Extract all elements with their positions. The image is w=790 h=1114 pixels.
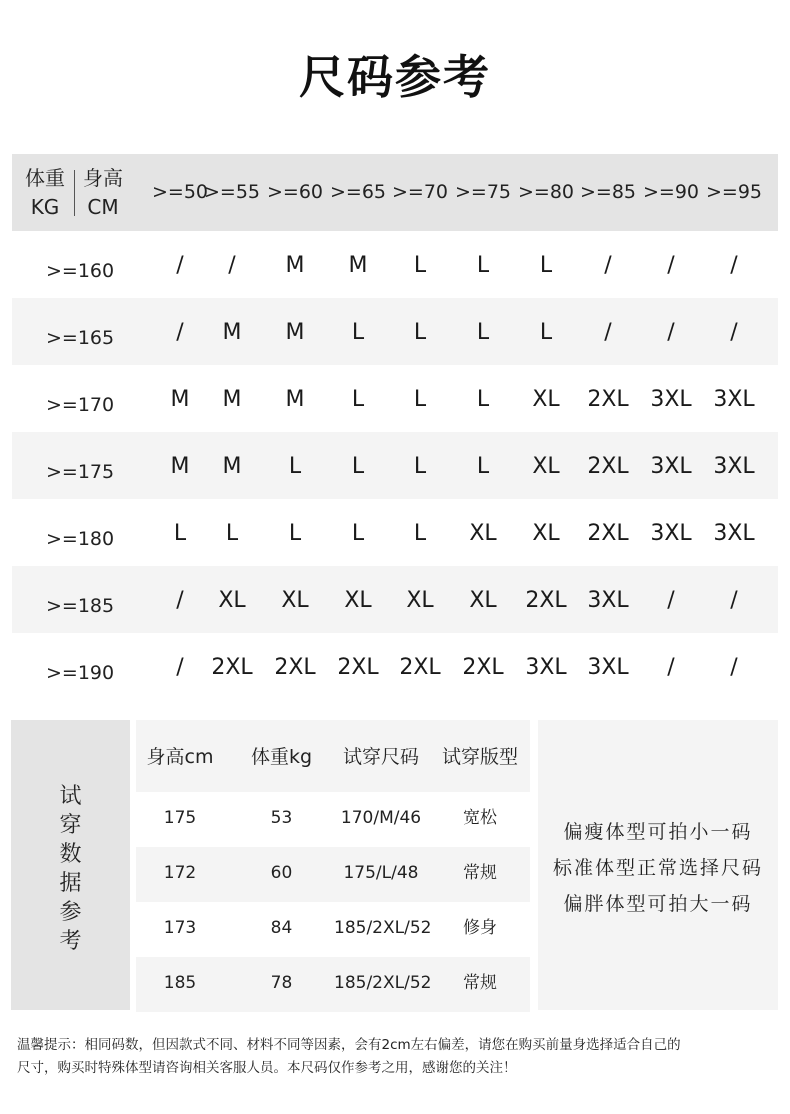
fit-advice-panel: [538, 720, 778, 1010]
weight-column-header: >=60: [266, 181, 324, 203]
tryon-label-panel: [11, 720, 130, 1010]
size-cell: /: [176, 655, 184, 680]
size-cell: M: [170, 454, 190, 479]
size-cell: XL: [218, 588, 246, 613]
size-cell: L: [225, 521, 239, 546]
size-row: [12, 499, 778, 566]
size-row: [12, 432, 778, 499]
size-cell: /: [730, 655, 738, 680]
size-cell: /: [667, 588, 675, 613]
tryon-cell: 175: [163, 808, 197, 828]
height-axis-label-unit: CM: [87, 195, 119, 219]
size-cell: M: [222, 454, 242, 479]
tryon-table: [136, 720, 530, 1012]
size-cell: L: [351, 320, 365, 345]
size-row: [12, 633, 778, 700]
size-cell: /: [667, 320, 675, 345]
size-row: [12, 298, 778, 365]
tryon-cell: 修身: [463, 918, 497, 938]
weight-column-header: >=70: [391, 181, 449, 203]
height-axis-label: [74, 164, 132, 222]
tryon-label-char: 试: [59, 784, 82, 809]
size-cell: 2XL: [337, 655, 379, 680]
size-cell: XL: [532, 521, 560, 546]
size-cell: L: [476, 320, 490, 345]
size-cell: M: [285, 387, 305, 412]
size-cell: M: [348, 253, 368, 278]
height-row-header: >=175: [46, 461, 115, 483]
footnote-line-2: 尺寸，购买时特殊体型请咨询相关客服人员。本尺码仅作参考之用，感谢您的关注！: [17, 1060, 517, 1076]
weight-column-header: >=50: [151, 181, 209, 203]
tryon-row: [136, 902, 530, 957]
size-cell: 2XL: [462, 655, 504, 680]
size-cell: 3XL: [713, 454, 755, 479]
size-cell: M: [285, 253, 305, 278]
advice-standard: 标准体型正常选择尺码: [552, 857, 763, 879]
size-cell: L: [288, 521, 302, 546]
size-cell: 2XL: [587, 454, 629, 479]
weight-axis-label: [16, 164, 74, 222]
tryon-cell: 84: [270, 918, 293, 938]
size-cell: 3XL: [525, 655, 567, 680]
height-row-header: >=165: [46, 327, 115, 349]
corner-header: [12, 154, 136, 231]
size-cell: M: [222, 320, 242, 345]
height-row-header: >=160: [46, 260, 115, 282]
size-cell: 2XL: [211, 655, 253, 680]
size-cell: XL: [469, 588, 497, 613]
size-cell: L: [351, 387, 365, 412]
fit-advice: [538, 814, 778, 922]
size-cell: L: [476, 387, 490, 412]
size-cell: L: [539, 320, 553, 345]
size-cell: /: [176, 588, 184, 613]
size-cell: L: [476, 454, 490, 479]
tryon-table-header: [136, 720, 530, 792]
weight-axis-label-cn: 体重: [25, 166, 65, 190]
size-cell: /: [667, 655, 675, 680]
size-cell: /: [667, 253, 675, 278]
weight-column-header: >=75: [454, 181, 512, 203]
tryon-header-height: 身高cm: [146, 746, 214, 768]
height-row-header: >=170: [46, 394, 115, 416]
tryon-label-char: 考: [59, 929, 82, 954]
height-row-header: >=185: [46, 595, 115, 617]
footnote-line-1: 温馨提示：相同码数，但因款式不同、材料不同等因素，会有2cm左右偏差，请您在购买前量身选择适合自己的: [17, 1037, 681, 1053]
tryon-cell: 常规: [463, 973, 497, 993]
size-cell: 2XL: [587, 521, 629, 546]
size-cell: /: [604, 253, 612, 278]
size-cell: /: [730, 253, 738, 278]
size-cell: XL: [532, 387, 560, 412]
tryon-row: [136, 792, 530, 847]
size-cell: L: [413, 320, 427, 345]
height-row-header: >=190: [46, 662, 115, 684]
size-cell: M: [170, 387, 190, 412]
size-cell: L: [413, 454, 427, 479]
tryon-cell: 78: [270, 973, 293, 993]
size-cell: 3XL: [650, 454, 692, 479]
size-chart-header: [12, 154, 778, 231]
tryon-cell: 173: [163, 918, 197, 938]
size-cell: XL: [344, 588, 372, 613]
size-cell: XL: [281, 588, 309, 613]
size-row: [12, 231, 778, 298]
size-cell: L: [413, 253, 427, 278]
size-cell: /: [604, 320, 612, 345]
advice-slim: 偏瘦体型可拍小一码: [563, 821, 753, 843]
size-cell: 3XL: [587, 655, 629, 680]
size-chart-table: [12, 154, 778, 700]
size-cell: XL: [406, 588, 434, 613]
tryon-header-fit: 试穿版型: [441, 746, 518, 768]
size-cell: L: [539, 253, 553, 278]
size-cell: 3XL: [713, 521, 755, 546]
tryon-cell: 宽松: [463, 808, 497, 828]
weight-column-header: >=85: [579, 181, 637, 203]
tryon-row: [136, 847, 530, 902]
size-cell: 3XL: [587, 588, 629, 613]
tryon-cell: 60: [270, 863, 293, 883]
size-cell: L: [476, 253, 490, 278]
size-cell: 2XL: [274, 655, 316, 680]
tryon-header-size: 试穿尺码: [342, 746, 419, 768]
advice-heavy: 偏胖体型可拍大一码: [563, 893, 753, 915]
size-cell: M: [222, 387, 242, 412]
size-cell: XL: [532, 454, 560, 479]
tryon-cell: 常规: [463, 863, 497, 883]
size-row: [12, 365, 778, 432]
size-cell: /: [730, 320, 738, 345]
tryon-label-char: 据: [59, 871, 82, 896]
page-title: 尺码参考: [299, 50, 491, 104]
weight-column-header: >=55: [203, 181, 261, 203]
tryon-header-weight: 体重kg: [250, 746, 313, 768]
size-cell: /: [228, 253, 236, 278]
height-row-header: >=180: [46, 528, 115, 550]
tryon-label-char: 穿: [59, 813, 82, 838]
weight-column-header: >=90: [642, 181, 700, 203]
size-cell: 2XL: [587, 387, 629, 412]
tryon-label-char: 数: [59, 842, 82, 867]
size-cell: 2XL: [525, 588, 567, 613]
size-cell: 3XL: [650, 521, 692, 546]
size-cell: /: [730, 588, 738, 613]
tryon-cell: 170/M/46: [340, 808, 422, 828]
tryon-label: [11, 782, 130, 956]
size-cell: XL: [469, 521, 497, 546]
size-cell: L: [173, 521, 187, 546]
tryon-cell: 53: [270, 808, 293, 828]
tryon-cell: 185/2XL/52: [334, 918, 432, 938]
size-cell: /: [176, 253, 184, 278]
tryon-cell: 185/2XL/52: [334, 973, 432, 993]
tryon-cell: 172: [163, 863, 197, 883]
weight-column-header: >=80: [517, 181, 575, 203]
weight-axis-label-unit: KG: [30, 195, 60, 219]
tryon-cell: 185: [163, 973, 197, 993]
size-cell: L: [413, 387, 427, 412]
size-cell: 3XL: [713, 387, 755, 412]
size-cell: L: [413, 521, 427, 546]
tryon-cell: 175/L/48: [343, 863, 419, 883]
weight-column-header: >=65: [329, 181, 387, 203]
size-cell: L: [288, 454, 302, 479]
weight-column-header: >=95: [705, 181, 763, 203]
size-cell: L: [351, 454, 365, 479]
size-cell: M: [285, 320, 305, 345]
size-cell: 3XL: [650, 387, 692, 412]
size-cell: 2XL: [399, 655, 441, 680]
size-row: [12, 566, 778, 633]
tryon-label-char: 参: [59, 900, 82, 925]
size-cell: L: [351, 521, 365, 546]
tryon-row: [136, 957, 530, 1012]
height-axis-label-cn: 身高: [83, 166, 123, 190]
footnote: [17, 1034, 775, 1080]
size-cell: /: [176, 320, 184, 345]
